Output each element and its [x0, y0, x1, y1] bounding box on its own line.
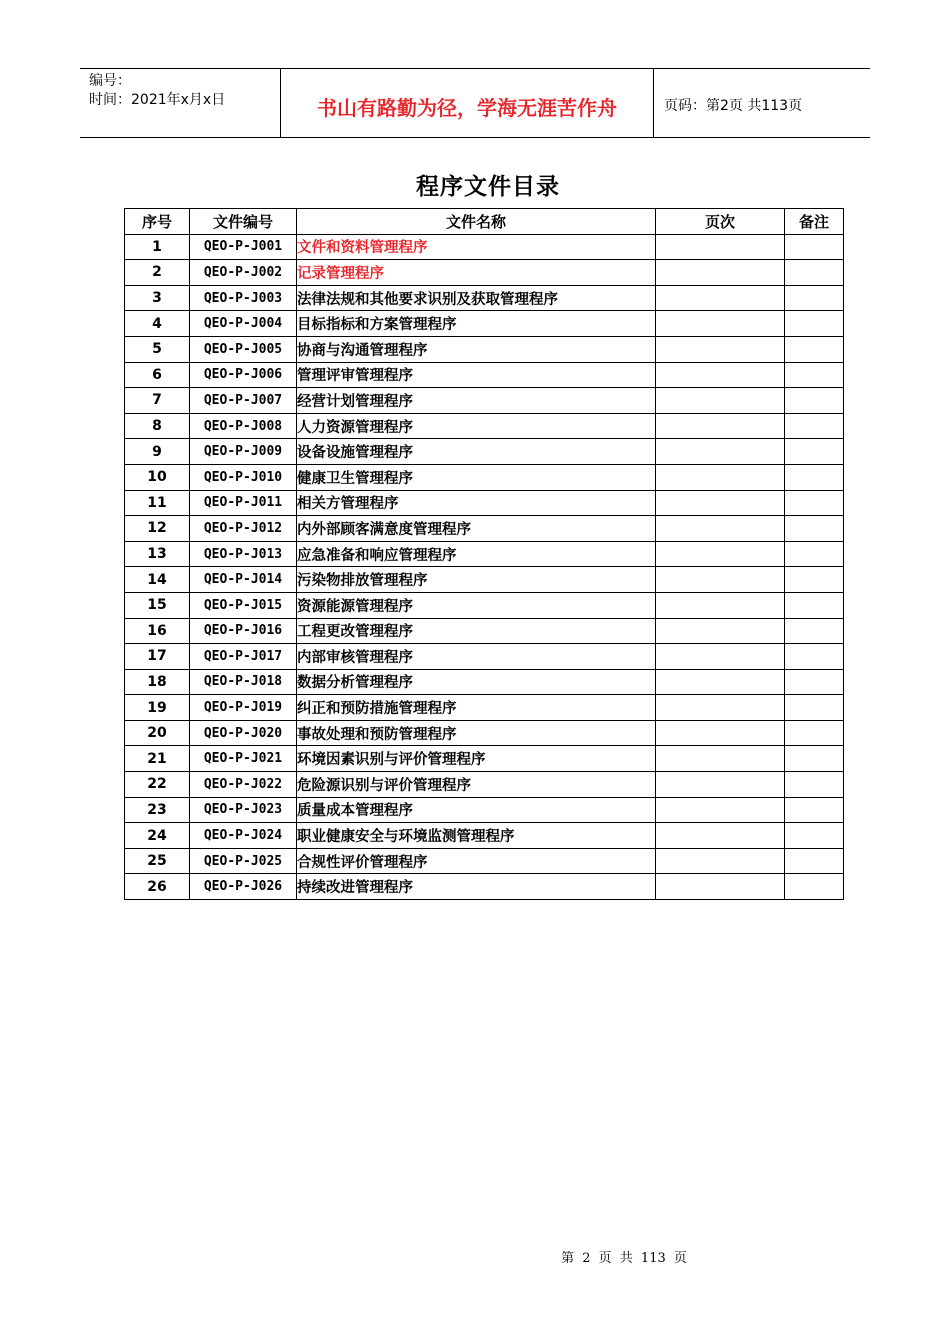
- remark-cell: [785, 848, 844, 874]
- row-number: 16: [125, 618, 190, 644]
- table-row: [125, 746, 844, 772]
- row-number: 17: [125, 644, 190, 670]
- table-row: [125, 260, 844, 286]
- row-number: 22: [125, 772, 190, 798]
- table-row: [125, 516, 844, 542]
- file-code: QEO-P-J001: [190, 234, 297, 260]
- page-cell: [656, 285, 785, 311]
- row-number: 6: [125, 362, 190, 388]
- file-code: QEO-P-J022: [190, 772, 297, 798]
- file-code: QEO-P-J016: [190, 618, 297, 644]
- row-number: 26: [125, 874, 190, 900]
- file-name: 健康卫生管理程序: [297, 464, 656, 490]
- table-row: [125, 874, 844, 900]
- table-row: [125, 618, 844, 644]
- file-name: 污染物排放管理程序: [297, 567, 656, 593]
- table-row: [125, 823, 844, 849]
- file-code: QEO-P-J024: [190, 823, 297, 849]
- page-cell: [656, 618, 785, 644]
- page-cell: [656, 464, 785, 490]
- file-name: 相关方管理程序: [297, 490, 656, 516]
- file-code: QEO-P-J003: [190, 285, 297, 311]
- page-cell: [656, 746, 785, 772]
- remark-cell: [785, 464, 844, 490]
- remark-cell: [785, 823, 844, 849]
- page-cell: [656, 260, 785, 286]
- header-motto: 书山有路勤为径，学海无涯苦作舟: [281, 69, 654, 137]
- file-code: QEO-P-J007: [190, 388, 297, 414]
- file-code: QEO-P-J020: [190, 720, 297, 746]
- page-cell: [656, 234, 785, 260]
- table-row: [125, 336, 844, 362]
- table-row: [125, 439, 844, 465]
- remark-cell: [785, 336, 844, 362]
- table-row: [125, 413, 844, 439]
- remark-cell: [785, 746, 844, 772]
- file-name: 人力资源管理程序: [297, 413, 656, 439]
- page-cell: [656, 644, 785, 670]
- table-row: [125, 388, 844, 414]
- row-number: 19: [125, 695, 190, 721]
- file-name: 设备设施管理程序: [297, 439, 656, 465]
- table-body: [125, 234, 844, 899]
- remark-cell: [785, 413, 844, 439]
- remark-cell: [785, 874, 844, 900]
- row-number: 14: [125, 567, 190, 593]
- page-cell: [656, 720, 785, 746]
- remark-cell: [785, 362, 844, 388]
- file-name: 纠正和预防措施管理程序: [297, 695, 656, 721]
- row-number: 24: [125, 823, 190, 849]
- file-name: 应急准备和响应管理程序: [297, 541, 656, 567]
- remark-cell: [785, 541, 844, 567]
- file-code: QEO-P-J010: [190, 464, 297, 490]
- file-code: QEO-P-J021: [190, 746, 297, 772]
- row-number: 20: [125, 720, 190, 746]
- remark-cell: [785, 388, 844, 414]
- file-name: 职业健康安全与环境监测管理程序: [297, 823, 656, 849]
- page-cell: [656, 541, 785, 567]
- column-header-no: 序号: [125, 209, 190, 235]
- file-name: 内外部顾客满意度管理程序: [297, 516, 656, 542]
- table-row: [125, 541, 844, 567]
- file-code: QEO-P-J026: [190, 874, 297, 900]
- row-number: 4: [125, 311, 190, 337]
- page-cell: [656, 669, 785, 695]
- page-cell: [656, 592, 785, 618]
- file-name: 合规性评价管理程序: [297, 848, 656, 874]
- page-cell: [656, 439, 785, 465]
- file-name: 协商与沟通管理程序: [297, 336, 656, 362]
- row-number: 21: [125, 746, 190, 772]
- row-number: 18: [125, 669, 190, 695]
- page-footer: 第 2 页 共 113 页: [561, 1251, 687, 1266]
- document-number-label: 编号：: [89, 73, 131, 89]
- file-code: QEO-P-J025: [190, 848, 297, 874]
- file-name: 危险源识别与评价管理程序: [297, 772, 656, 798]
- page-cell: [656, 772, 785, 798]
- page-header: [80, 68, 870, 138]
- file-name: 目标指标和方案管理程序: [297, 311, 656, 337]
- file-name: 持续改进管理程序: [297, 874, 656, 900]
- table-row: [125, 797, 844, 823]
- table-row: [125, 848, 844, 874]
- page-cell: [656, 362, 785, 388]
- row-number: 8: [125, 413, 190, 439]
- row-number: 15: [125, 592, 190, 618]
- row-number: 2: [125, 260, 190, 286]
- column-header-name: 文件名称: [297, 209, 656, 235]
- page-cell: [656, 567, 785, 593]
- page-cell: [656, 336, 785, 362]
- header-page-info: 页码：第2页 共113页: [664, 98, 803, 114]
- remark-cell: [785, 567, 844, 593]
- file-code: QEO-P-J013: [190, 541, 297, 567]
- page-cell: [656, 516, 785, 542]
- remark-cell: [785, 669, 844, 695]
- procedure-table: [124, 208, 844, 900]
- remark-cell: [785, 490, 844, 516]
- file-code: QEO-P-J017: [190, 644, 297, 670]
- remark-cell: [785, 439, 844, 465]
- table-row: [125, 772, 844, 798]
- page-title: 程序文件目录: [416, 174, 560, 200]
- row-number: 5: [125, 336, 190, 362]
- file-name: 数据分析管理程序: [297, 669, 656, 695]
- file-name: 管理评审管理程序: [297, 362, 656, 388]
- column-header-page: 页次: [656, 209, 785, 235]
- file-name: 环境因素识别与评价管理程序: [297, 746, 656, 772]
- column-header-remark: 备注: [785, 209, 844, 235]
- table-row: [125, 311, 844, 337]
- remark-cell: [785, 285, 844, 311]
- file-code: QEO-P-J002: [190, 260, 297, 286]
- remark-cell: [785, 234, 844, 260]
- file-name: 质量成本管理程序: [297, 797, 656, 823]
- row-number: 25: [125, 848, 190, 874]
- file-code: QEO-P-J019: [190, 695, 297, 721]
- file-code: QEO-P-J009: [190, 439, 297, 465]
- file-code: QEO-P-J006: [190, 362, 297, 388]
- page-cell: [656, 874, 785, 900]
- file-name: 资源能源管理程序: [297, 592, 656, 618]
- remark-cell: [785, 260, 844, 286]
- row-number: 1: [125, 234, 190, 260]
- file-code: QEO-P-J011: [190, 490, 297, 516]
- file-name: 记录管理程序: [297, 260, 656, 286]
- document-time-label: 时间：2021年x月x日: [89, 92, 226, 108]
- file-name: 法律法规和其他要求识别及获取管理程序: [297, 285, 656, 311]
- file-code: QEO-P-J012: [190, 516, 297, 542]
- table-row: [125, 362, 844, 388]
- file-code: QEO-P-J014: [190, 567, 297, 593]
- remark-cell: [785, 311, 844, 337]
- remark-cell: [785, 797, 844, 823]
- file-code: QEO-P-J008: [190, 413, 297, 439]
- row-number: 9: [125, 439, 190, 465]
- page-cell: [656, 388, 785, 414]
- file-name: 文件和资料管理程序: [297, 234, 656, 260]
- row-number: 13: [125, 541, 190, 567]
- table-row: [125, 644, 844, 670]
- table-row: [125, 464, 844, 490]
- row-number: 11: [125, 490, 190, 516]
- file-name: 事故处理和预防管理程序: [297, 720, 656, 746]
- table-row: [125, 567, 844, 593]
- page-cell: [656, 823, 785, 849]
- remark-cell: [785, 772, 844, 798]
- table-row: [125, 592, 844, 618]
- page-cell: [656, 490, 785, 516]
- row-number: 7: [125, 388, 190, 414]
- page-cell: [656, 413, 785, 439]
- file-name: 工程更改管理程序: [297, 618, 656, 644]
- table-header-row: [125, 209, 844, 235]
- page-cell: [656, 848, 785, 874]
- column-header-code: 文件编号: [190, 209, 297, 235]
- table-row: [125, 285, 844, 311]
- file-name: 经营计划管理程序: [297, 388, 656, 414]
- page-cell: [656, 311, 785, 337]
- page-cell: [656, 797, 785, 823]
- file-code: QEO-P-J004: [190, 311, 297, 337]
- row-number: 12: [125, 516, 190, 542]
- file-name: 内部审核管理程序: [297, 644, 656, 670]
- table-row: [125, 695, 844, 721]
- remark-cell: [785, 516, 844, 542]
- table-row: [125, 669, 844, 695]
- file-code: QEO-P-J005: [190, 336, 297, 362]
- table-row: [125, 234, 844, 260]
- file-code: QEO-P-J018: [190, 669, 297, 695]
- remark-cell: [785, 592, 844, 618]
- row-number: 10: [125, 464, 190, 490]
- remark-cell: [785, 644, 844, 670]
- header-meta: [80, 69, 281, 137]
- remark-cell: [785, 720, 844, 746]
- table-row: [125, 720, 844, 746]
- row-number: 23: [125, 797, 190, 823]
- table-row: [125, 490, 844, 516]
- remark-cell: [785, 618, 844, 644]
- file-code: QEO-P-J015: [190, 592, 297, 618]
- file-code: QEO-P-J023: [190, 797, 297, 823]
- remark-cell: [785, 695, 844, 721]
- page-cell: [656, 695, 785, 721]
- row-number: 3: [125, 285, 190, 311]
